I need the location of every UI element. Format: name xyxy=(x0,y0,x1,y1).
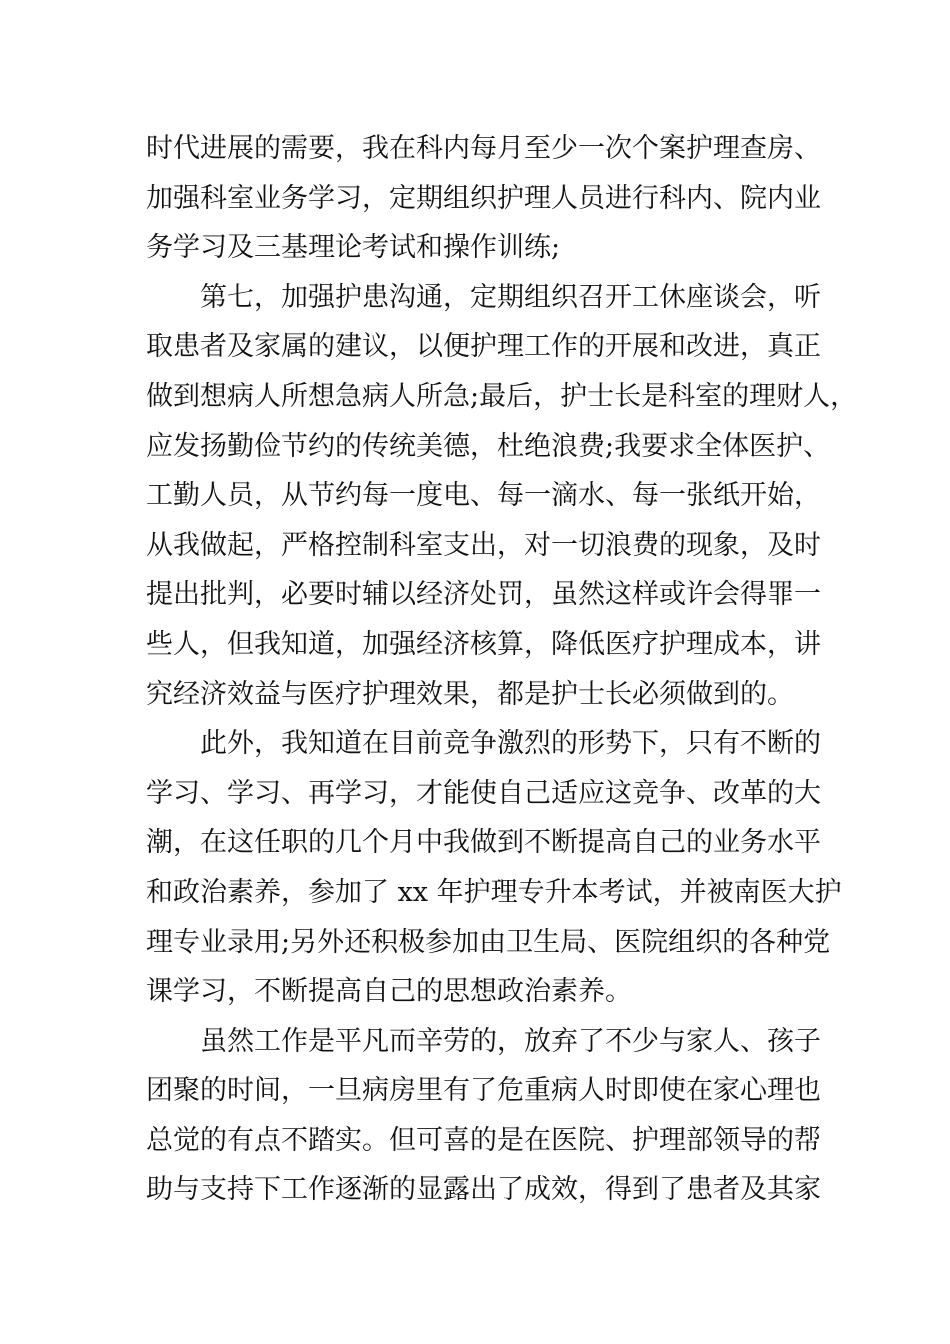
paragraph xyxy=(146,124,836,273)
text-line: 此外，我知道在目前竞争激烈的形势下，只有不断的 xyxy=(200,728,821,760)
text-line: 究经济效益与医疗护理效果，都是护士长必须做到的。 xyxy=(146,678,794,710)
text-line: 时代进展的需要，我在科内每月至少一次个案护理查房、 xyxy=(146,133,821,164)
text-line: 团聚的时间，一旦病房里有了危重病人时即使在家心理也 xyxy=(146,1075,821,1107)
text-line: 潮，在这任职的几个月中我做到不断提高自己的业务水平 xyxy=(146,827,821,859)
text-line: 总觉的有点不踏实。但可喜的是在医院、护理部领导的帮 xyxy=(146,1124,821,1156)
document-body xyxy=(146,124,858,1215)
text-line: 和政治素养，参加了 xx 年护理专升本考试，并被南医大护 xyxy=(146,876,842,908)
text-line: 加强科室业务学习，定期组织护理人员进行科内、院内业 xyxy=(146,182,821,214)
paragraph xyxy=(146,1017,836,1215)
text-line: 做到想病人所想急病人所急;最后，护士长是科室的理财人， xyxy=(146,380,858,412)
text-line: 提出批判，必要时辅以经济处罚，虽然这样或许会得罪一 xyxy=(146,579,821,611)
text-line: 助与支持下工作逐渐的显露出了成效，得到了患者及其家 xyxy=(146,1174,821,1206)
text-line: 课学习，不断提高自己的思想政治素养。 xyxy=(146,976,632,1008)
text-line: 些人，但我知道，加强经济核算，降低医疗护理成本，讲 xyxy=(146,628,821,660)
text-line: 从我做起，严格控制科室支出，对一切浪费的现象，及时 xyxy=(146,529,821,561)
paragraph xyxy=(146,719,842,1017)
paragraph xyxy=(146,273,858,719)
text-line: 学习、学习、再学习，才能使自己适应这竞争、改革的大 xyxy=(146,777,821,809)
text-line: 务学习及三基理论考试和操作训练; xyxy=(146,232,561,264)
text-line: 第七，加强护患沟通，定期组织召开工休座谈会，听 xyxy=(200,281,821,313)
text-line: 工勤人员，从节约每一度电、每一滴水、每一张纸开始， xyxy=(146,480,821,512)
text-line: 理专业录用;另外还积极参加由卫生局、医院组织的各种党 xyxy=(146,926,831,958)
text-line: 虽然工作是平凡而辛劳的，放弃了不少与家人、孩子 xyxy=(200,1025,821,1057)
text-line: 应发扬勤俭节约的传统美德，杜绝浪费;我要求全体医护、 xyxy=(146,430,831,462)
text-line: 取患者及家属的建议，以便护理工作的开展和改进，真正 xyxy=(146,331,821,363)
